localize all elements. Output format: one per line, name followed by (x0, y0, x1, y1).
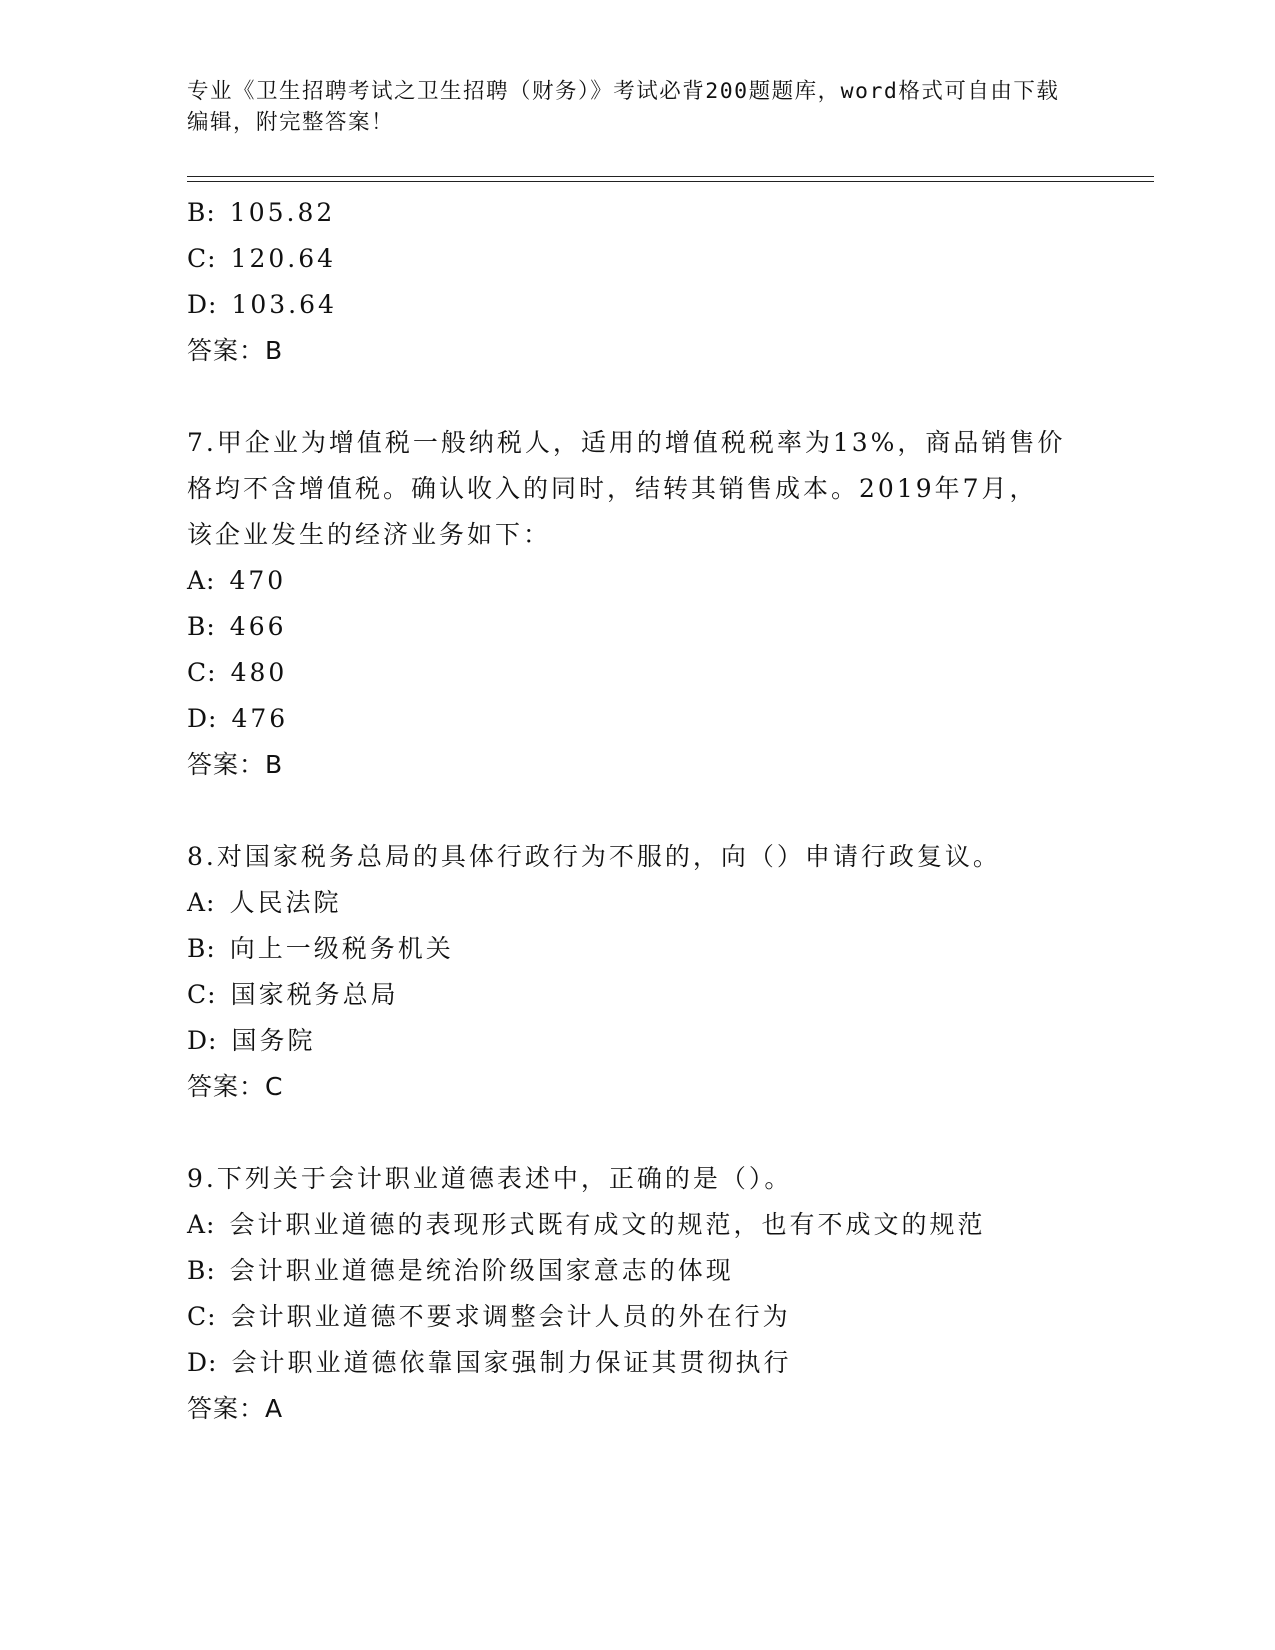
option-row (187, 1340, 1087, 1386)
option-text: 470 (229, 566, 287, 595)
option-letter: A: (187, 566, 216, 595)
option-text: 会计职业道德是统治阶级国家意志的体现 (229, 1256, 734, 1285)
option-row (187, 926, 1087, 972)
option-text: 476 (231, 704, 289, 733)
option-text: 国务院 (231, 1026, 316, 1055)
option-letter: D: (187, 704, 218, 733)
option-letter: A: (187, 888, 216, 917)
block-spacer (187, 1110, 1087, 1156)
option-row (187, 1202, 1087, 1248)
question-text: 9.下列关于会计职业道德表述中，正确的是（）。 (187, 1164, 793, 1193)
option-text: 会计职业道德不要求调整会计人员的外在行为 (230, 1302, 791, 1331)
option-letter: D: (187, 1348, 218, 1377)
option-text: 120.64 (230, 244, 337, 273)
option-text: 会计职业道德的表现形式既有成文的规范，也有不成文的规范 (229, 1210, 986, 1239)
option-letter: D: (187, 1026, 218, 1055)
option-text: 480 (230, 658, 288, 687)
option-row (187, 1294, 1087, 1340)
question-text: 该企业发生的经济业务如下： (187, 520, 552, 549)
option-row (187, 880, 1087, 926)
question-text: 8.对国家税务总局的具体行政行为不服的，向（）申请行政复议。 (187, 842, 1001, 871)
header-divider-top (187, 176, 1154, 177)
option-letter: A: (187, 1210, 216, 1239)
option-text: 国家税务总局 (230, 980, 399, 1009)
question-list (187, 190, 1087, 1432)
block-spacer (187, 374, 1087, 420)
option-row (187, 1248, 1087, 1294)
question-block (187, 190, 1087, 420)
question-text: 格均不含增值税。确认收入的同时，结转其销售成本。2019年7月， (187, 474, 1038, 503)
option-text: 会计职业道德依靠国家强制力保证其贯彻执行 (231, 1348, 792, 1377)
option-letter: B: (187, 198, 216, 227)
option-row (187, 190, 1087, 236)
question-block (187, 420, 1087, 834)
option-row (187, 1018, 1087, 1064)
option-row (187, 604, 1087, 650)
page-header-title: 专业《卫生招聘考试之卫生招聘（财务）》考试必背200题题库，word格式可自由下载编辑，附完整答案！ (187, 79, 1060, 135)
option-letter: B: (187, 1256, 216, 1285)
answer-line: 答案：B (187, 750, 284, 779)
option-letter: C: (187, 980, 217, 1009)
option-text: 466 (229, 612, 287, 641)
option-row (187, 236, 1087, 282)
option-text: 103.64 (231, 290, 337, 319)
option-text: 105.82 (229, 198, 336, 227)
header-divider-bottom (187, 181, 1154, 182)
option-text: 向上一级税务机关 (229, 934, 454, 963)
option-letter: D: (187, 290, 218, 319)
option-row (187, 972, 1087, 1018)
block-spacer (187, 788, 1087, 834)
option-row (187, 650, 1087, 696)
option-letter: B: (187, 934, 216, 963)
option-letter: C: (187, 1302, 217, 1331)
answer-line: 答案：C (187, 1072, 284, 1101)
option-letter: C: (187, 244, 217, 273)
option-letter: B: (187, 612, 216, 641)
question-block (187, 1156, 1087, 1432)
answer-line: 答案：B (187, 336, 284, 365)
option-row (187, 696, 1087, 742)
option-row (187, 282, 1087, 328)
question-text: 7.甲企业为增值税一般纳税人，适用的增值税税率为13%，商品销售价 (187, 428, 1066, 457)
question-block (187, 834, 1087, 1156)
answer-line: 答案：A (187, 1394, 284, 1423)
option-letter: C: (187, 658, 217, 687)
option-row (187, 558, 1087, 604)
option-text: 人民法院 (229, 888, 342, 917)
